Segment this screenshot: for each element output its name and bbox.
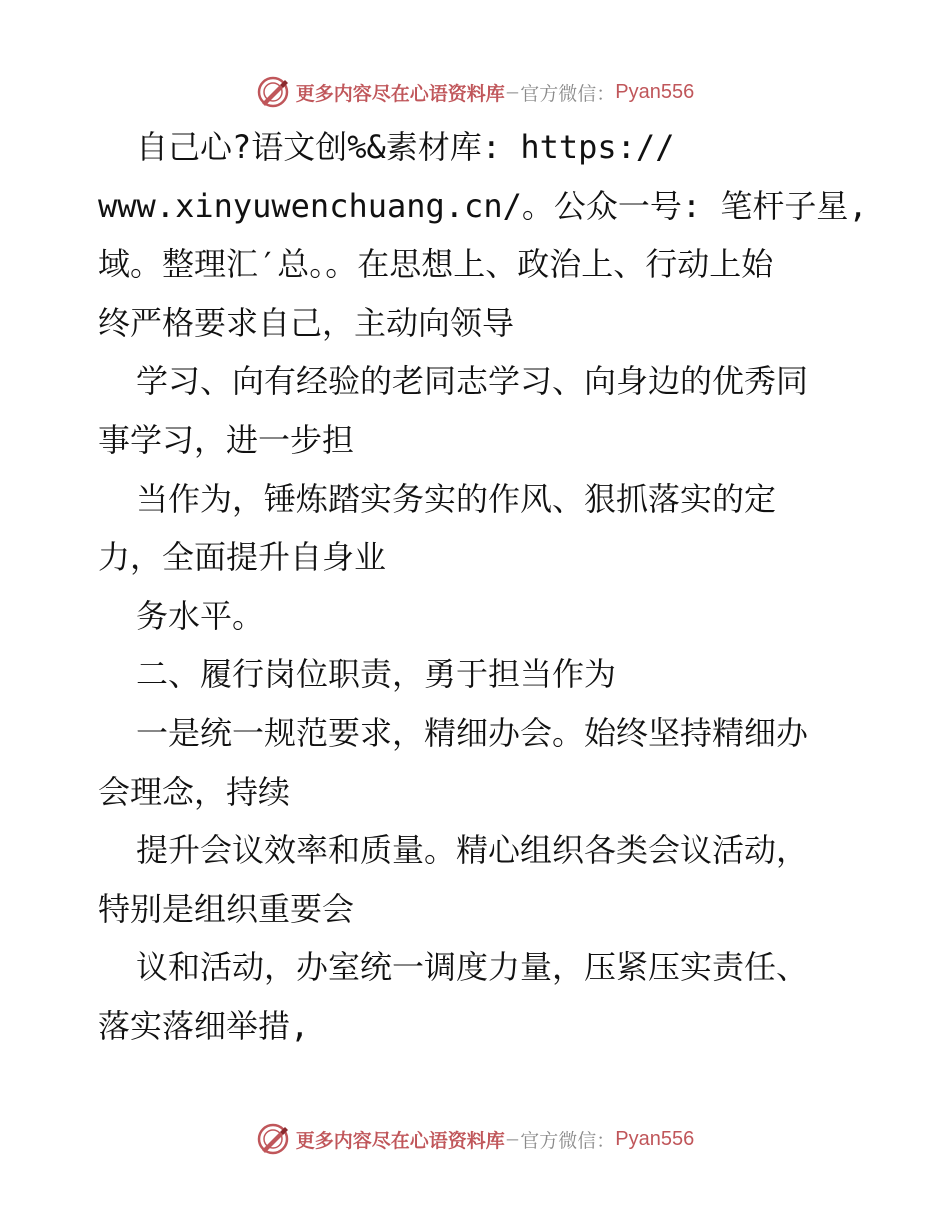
body-line: 自己心?语文创%&素材库: https:// <box>136 128 675 166</box>
footer-dash: — <box>506 1128 519 1150</box>
body-line: 学习、向有经验的老同志学习、向身边的优秀同 <box>136 362 809 401</box>
body-line: 一是统一规范要求，精细办会。始终坚持精细办 <box>136 713 809 752</box>
header-banner <box>0 72 950 112</box>
body-line: 终严格要求自己，主动向领导 <box>98 303 515 342</box>
header-wechat-id: Pyan556 <box>615 80 695 103</box>
body-line: 力，全面提升自身业 <box>98 538 387 577</box>
pen-logo-icon <box>256 1122 290 1156</box>
body-line: 落实落细举措, <box>98 1006 310 1045</box>
body-line: 议和活动，办室统一调度力量，压紧压实责任、 <box>136 948 809 987</box>
header-brand-text: 更多内容尽在心语资料库 <box>295 82 505 105</box>
body-line: 会理念，持续 <box>98 772 291 811</box>
body-line: www.xinyuwenchuang.cn/。公众一号: 笔杆子星, <box>98 186 868 225</box>
body-line: 当作为，锤炼踏实务实的作风、狠抓落实的定 <box>136 479 777 518</box>
body-line: 事学习，进一步担 <box>98 420 355 459</box>
pen-logo-icon <box>256 75 290 109</box>
section-heading: 二、履行岗位职责，勇于担当作为 <box>136 655 617 694</box>
body-line: 域。整理汇′总。。在思想上、政治上、行动上始 <box>98 245 774 284</box>
header-dash: — <box>506 81 519 103</box>
footer-brand-text: 更多内容尽在心语资料库 <box>295 1129 505 1152</box>
header-banner-text <box>296 79 694 106</box>
footer-wechat-label: 官方微信： <box>520 1129 616 1152</box>
footer-wechat-id: Pyan556 <box>615 1127 695 1150</box>
body-line: 务水平。 <box>136 596 265 635</box>
footer-banner-text <box>296 1126 694 1153</box>
body-line: 提升会议效率和质量。精心组织各类会议活动， <box>136 831 809 870</box>
footer-banner <box>0 1119 950 1159</box>
document-body <box>98 118 868 1056</box>
body-line: 特别是组织重要会 <box>98 889 355 928</box>
header-wechat-label: 官方微信： <box>520 82 616 105</box>
